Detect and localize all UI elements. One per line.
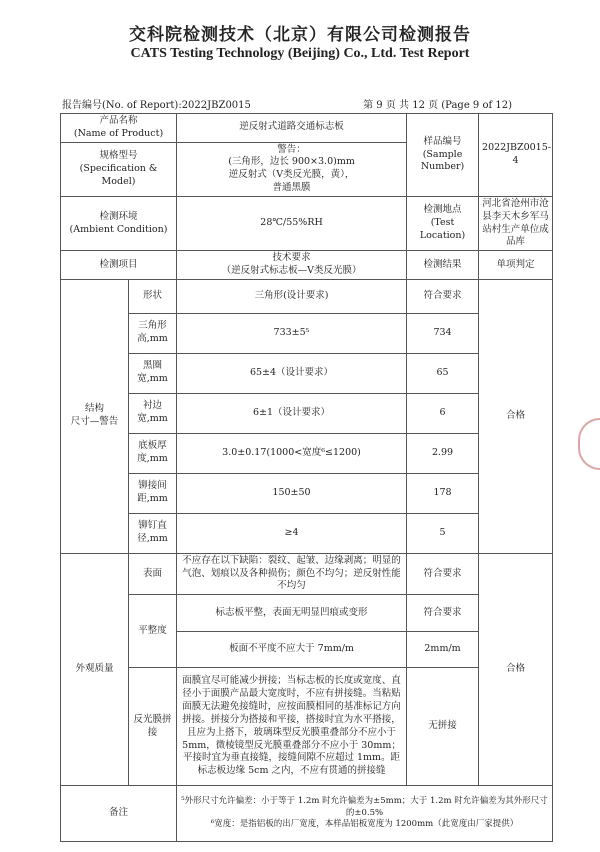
col-header-judgement: 单项判定 <box>479 251 553 280</box>
item-name: 铆接间距,mm <box>129 473 177 513</box>
surface-name: 表面 <box>129 553 177 594</box>
item-name: 底板厚度,mm <box>129 433 177 473</box>
notes-content <box>177 786 553 842</box>
notes-label: 备注 <box>61 786 177 842</box>
product-row <box>61 114 553 143</box>
flatness-result-2: 2mm/m <box>407 632 479 668</box>
item-result: 178 <box>407 473 479 513</box>
surface-result: 符合要求 <box>407 553 479 594</box>
item-requirement: 3.0±0.17(1000<宽度⁶≤1200) <box>177 433 407 473</box>
sample-number-value: 2022JBZ0015-4 <box>479 114 553 197</box>
surface-requirement: 不应存在以下缺陷：裂纹、起皱、边缘剥离；明显的气泡、划痕以及各种损伤；颜色不均匀；逆反射性能不均匀 <box>177 553 407 594</box>
structure-group-label: 结构 尺寸—警告 <box>61 279 129 553</box>
spec-value: 警告： (三角形，边长 900×3.0)mm 逆反射式（V类反光膜，黄）， 普通黑膜 <box>177 142 407 196</box>
col-header-result: 检测结果 <box>407 251 479 280</box>
item-requirement: 65±4（设计要求） <box>177 353 407 393</box>
flatness-result-1: 符合要求 <box>407 595 479 632</box>
item-requirement: 三角形(设计要求) <box>177 279 407 313</box>
item-requirement: 6±1（设计要求） <box>177 393 407 433</box>
column-header-row <box>61 251 553 280</box>
product-value: 逆反射式道路交通标志板 <box>177 114 407 143</box>
item-name: 衬边宽,mm <box>129 393 177 433</box>
product-label: 产品名称 (Name of Product) <box>61 114 177 143</box>
environment-label: 检测环境 (Ambient Condition) <box>61 196 177 250</box>
item-name: 铆钉直径,mm <box>129 513 177 553</box>
sample-number-label: 样品编号 (Sample Number) <box>407 114 479 197</box>
flatness-name: 平整度 <box>129 595 177 668</box>
flatness-requirement-1: 标志板平整，表面无明显凹痕或变形 <box>177 595 407 632</box>
item-result: 2.99 <box>407 433 479 473</box>
item-name: 三角形高,mm <box>129 313 177 353</box>
col-header-item: 检测项目 <box>61 251 177 280</box>
spec-label: 规格型号 (Specification & Model) <box>61 142 177 196</box>
test-location-value: 河北省沧州市沧县李天木乡军马站村生产单位成品库 <box>479 196 553 250</box>
report-title-en: CATS Testing Technology (Beijing) Co., Ltd. Test Report <box>130 46 470 61</box>
item-requirement: 733±5⁵ <box>177 313 407 353</box>
page-indicator: 第 9 页 共 12 页 (Page 9 of 12) <box>363 100 512 111</box>
environment-row <box>61 196 553 250</box>
item-result: 5 <box>407 513 479 553</box>
film-joint-name: 反光膜拼接 <box>129 668 177 786</box>
item-result: 6 <box>407 393 479 433</box>
item-name: 形状 <box>129 279 177 313</box>
test-location-label: 检测地点 (Test Location) <box>407 196 479 250</box>
film-joint-requirement: 面膜宜尽可能减少拼接；当标志板的长度或宽度、直径小于面膜产品最大宽度时，不应有拼接缝。当粘贴面膜无法避免接缝时，应按面膜相同的基准标记方向拼接。拼接分为搭接和平接，搭接时宜为水平搭接，且应为上搭下，玻璃珠型反光膜重叠部分不应小于 5mm，微棱镜型反光膜重叠部分不应小于 30mm；平接时宜为垂直接缝，接缝间隙不应超过 1mm。距标志板边缘 5cm 之内，不应有贯通的拼接缝 <box>177 668 407 786</box>
appearance-group-label: 外观质量 <box>61 553 129 785</box>
test-report-table <box>60 113 553 842</box>
notes-row <box>61 786 553 842</box>
table-row <box>61 553 553 594</box>
report-number: 报告编号(No. of Report):2022JBZ0015 <box>62 100 251 111</box>
seal-stamp-icon <box>578 418 600 470</box>
report-title-cn: 交科院检测技术（北京）有限公司检测报告 <box>129 25 471 45</box>
note-line-2: ⁶宽度：是指铝板的出厂宽度，本样品铝板宽度为 1200mm（此宽度由厂家提供） <box>210 819 519 830</box>
film-joint-result: 无拼接 <box>407 668 479 786</box>
appearance-judgement: 合格 <box>479 553 553 785</box>
item-requirement: 150±50 <box>177 473 407 513</box>
flatness-requirement-2: 板面不平度不应大于 7mm/m <box>177 632 407 668</box>
environment-value: 28℃/55%RH <box>177 196 407 250</box>
item-result: 734 <box>407 313 479 353</box>
note-line-1: ⁵外形尺寸允许偏差：小于等于 1.2m 时允许偏差为±5mm；大于 1.2m 时允许偏差为其外形尺寸的±0.5% <box>181 796 548 818</box>
item-result: 65 <box>407 353 479 393</box>
item-requirement: ≥4 <box>177 513 407 553</box>
structure-judgement: 合格 <box>479 279 553 553</box>
item-name: 黑圈宽,mm <box>129 353 177 393</box>
item-result: 符合要求 <box>407 279 479 313</box>
col-header-requirement: 技术要求 （逆反射式标志板—V类反光膜） <box>177 251 407 280</box>
table-row <box>61 279 553 313</box>
